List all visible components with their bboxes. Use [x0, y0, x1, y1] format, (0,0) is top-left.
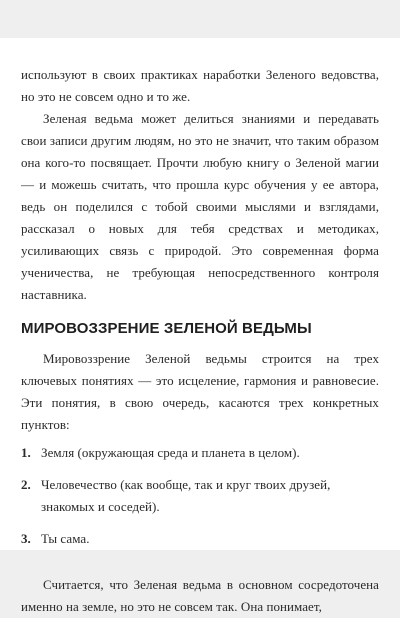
list-item-text: Человечество (как вообще, так и круг твоих друзей, знакомых и соседей).	[41, 477, 331, 514]
paragraph-worldview: Мировоззрение Зеленой ведьмы строится на трех ключевых понятиях — это исцеление, гармония и равновесие. Эти понятия, в свою очередь, касаются трех конкретных пунктов:	[21, 351, 379, 432]
list-item-number: 1.	[21, 445, 31, 460]
list-item	[21, 442, 379, 464]
paragraph-earth-focus: Считается, что Зеленая ведьма в основном сосредоточена именно на земле, но это не совсем так. Она понимает,	[21, 577, 379, 614]
section-heading: МИРОВОЗЗРЕНИЕ ЗЕЛЕНОЙ ВЕДЬМЫ	[21, 320, 312, 337]
paragraph-continuation: используют в своих практиках наработки Зеленого ведовства, но это не совсем одно и то же.	[21, 67, 379, 104]
list-item-number: 3.	[21, 531, 31, 546]
page-text	[21, 64, 379, 618]
list-item-text: Ты сама.	[41, 531, 90, 546]
list-item-number: 2.	[21, 477, 31, 492]
list-item	[21, 528, 379, 550]
list-item-text: Земля (окружающая среда и планета в целом).	[41, 445, 300, 460]
points-list	[21, 442, 379, 550]
book-page	[0, 38, 400, 614]
paragraph-sharing-knowledge: Зеленая ведьма может делиться знаниями и передавать свои записи другим людям, но это не значит, что таким образом она кого-то посвящает. Прочти любую книгу о Зеленой магии — и можешь считать, что прошла курс обучения у ее автора, ведь он поделился с тобой своими мыслями и взглядами, рассказал о новых для тебя средствах и методиках, усиливающих связь с природой. Это современная форма ученичества, не требующая непосредственного контроля наставника.	[21, 111, 379, 302]
list-item	[21, 474, 379, 518]
